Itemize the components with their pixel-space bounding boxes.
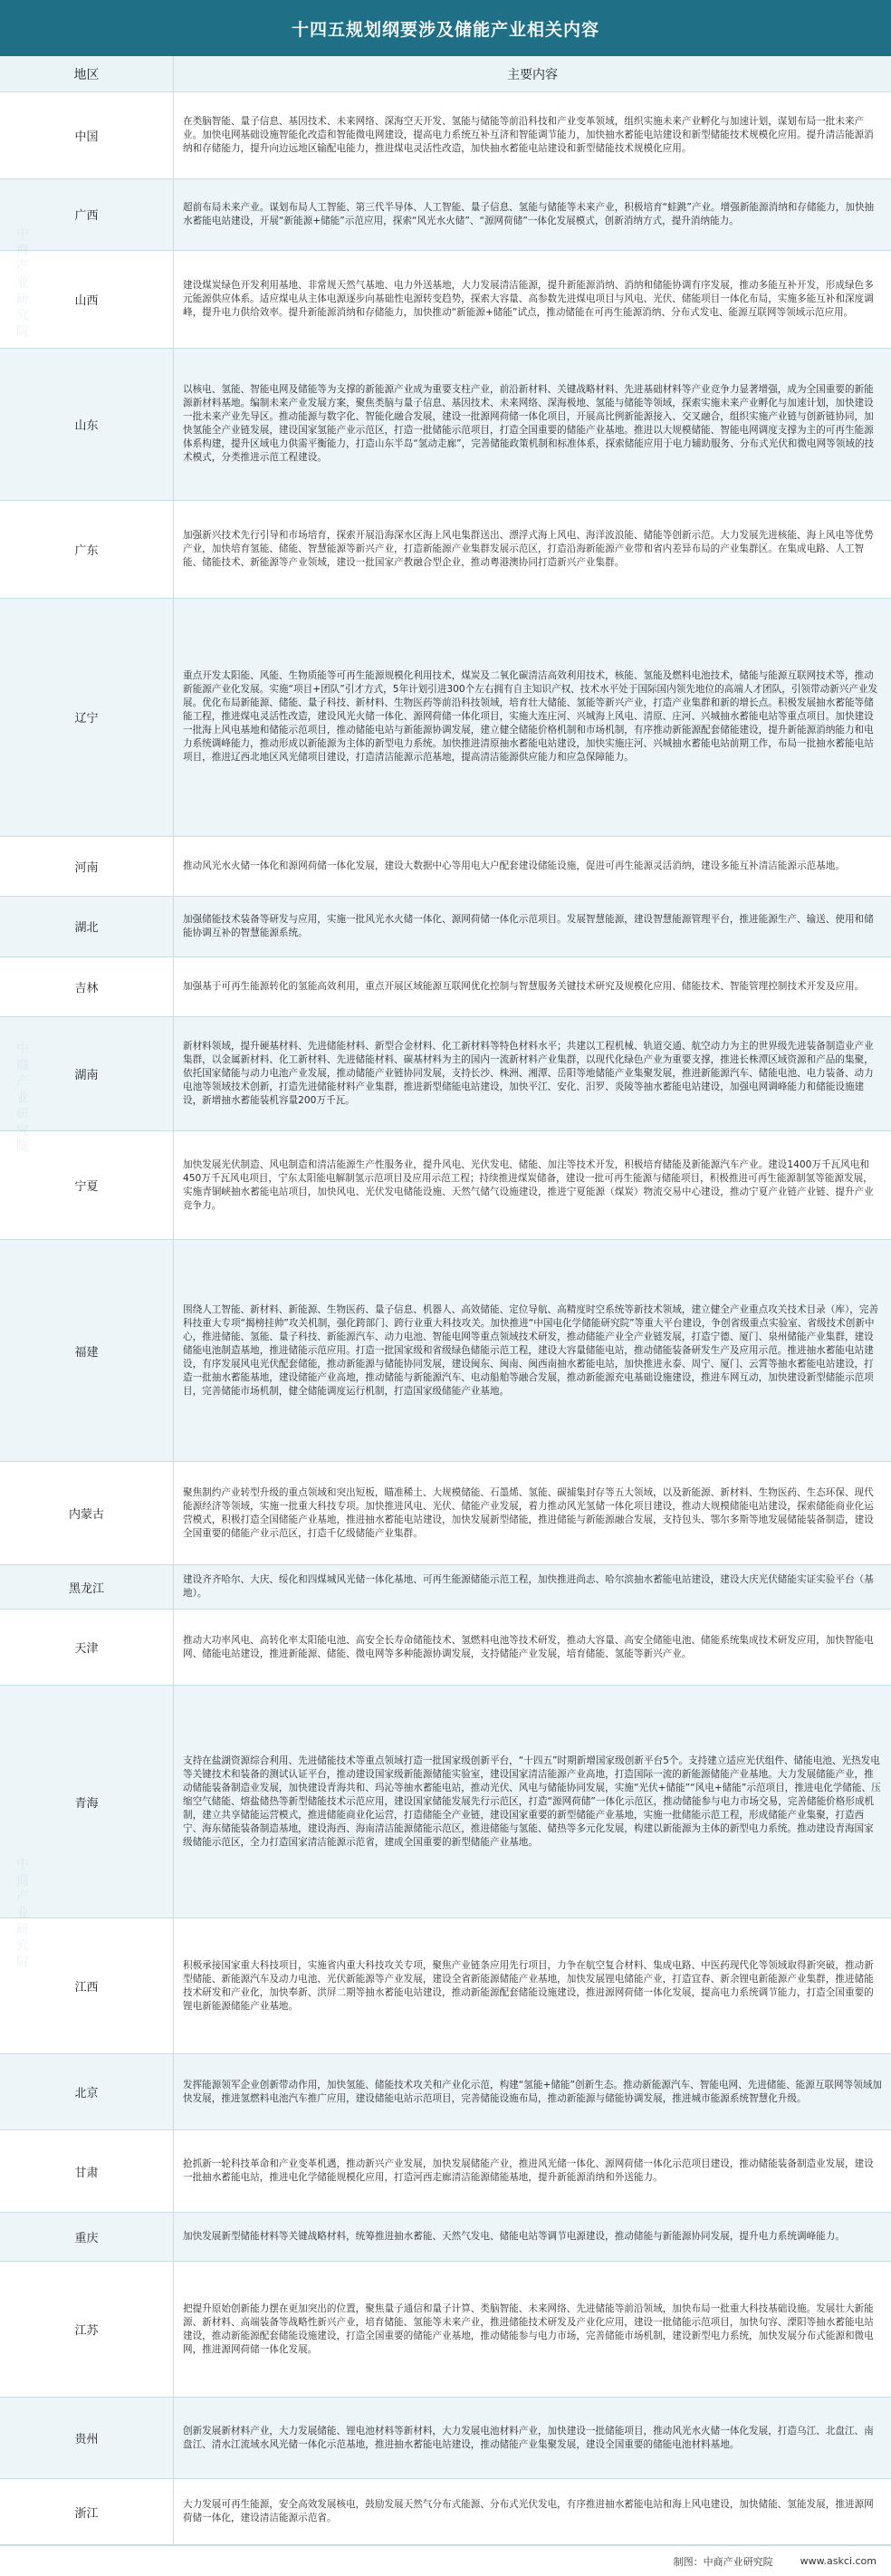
row-content xyxy=(174,1131,891,1239)
row-region: 广东 xyxy=(0,501,174,598)
row-content xyxy=(174,1686,891,1918)
row-region: 重庆 xyxy=(0,2213,174,2262)
row-content-text: 加强新兴技术先行引导和市场培育，探索开展沿海深水区海上风电集群送出、漂浮式海上风电、海洋波浪能、储能等创新示范。大力发展先进核能、海上风电等优势产业，加快培育氢能、储能、智慧能源等新兴产业，打造新能源产业集群发展示范区，打造沿海新能源产业带和省内差异布局的产业集群区。在集成电路、人工智能、储能技术、新能源等产业领域，建设一批国家产教融合型企业，推动粤港澳协同打造新兴产业集群。 xyxy=(183,529,874,568)
table-row xyxy=(0,897,891,956)
table-row xyxy=(0,179,891,250)
row-content xyxy=(174,2054,891,2129)
row-region: 湖北 xyxy=(0,897,174,956)
row-content-text: 以核电、氢能、智能电网及储能等为支撑的新能源产业成为重要支柱产业，前沿新材料、关键战略材料、先进基础材料等产业竞争力显著增强，成为全国重要的新能源新材料基地。编制未来产业发展方案，聚焦类脑与量子信息、基因技术、未来网络、深海极地、氢能与储能等领域，探索实施未来产业孵化与加速计划，加快建设一批未来产业先导区。推动能源与数字化、智能化融合发展，建设一批源网荷储一体化项目，开展高比例新能源接入、交叉融合，组织实施产业链与创新链协同，加快氢能全产业链发展，建设国家氢能产业示范区，打造一批储能示范项目，打造全国重要的储能产业基地。推进以大规模储能、智能电网调度支撑为主的可再生能源体系构建，提升区域电力供需平衡能力，打造山东半岛“氢动走廊”，完善储能政策机制和标准体系，探索储能应用于电力辅助服务、分布式光伏和微电网等领域的技术模式，分类推进示范工程建设。 xyxy=(183,384,875,464)
table-row xyxy=(0,501,891,599)
row-content xyxy=(174,2262,891,2397)
row-region: 黑龙江 xyxy=(0,1565,174,1609)
row-region: 甘肃 xyxy=(0,2130,174,2211)
table-row xyxy=(0,1462,891,1565)
row-region: 江西 xyxy=(0,1918,174,2053)
table-body xyxy=(0,92,891,2545)
row-content-text: 超前布局未来产业。谋划布局人工智能、第三代半导体、人工智能、量子信息、氢能与储能等未来产业，积极培育“蛙跳”产业。增强新能源消纳和存储能力，加快抽水蓄能电站建设，开展“新能源+储能”示范应用，探索“风光水火储”、“源网荷储”一体化发展模式，创新消纳方式，提升消纳能力。 xyxy=(183,201,875,226)
table-row xyxy=(0,837,891,897)
table-row xyxy=(0,2054,891,2130)
table-row xyxy=(0,1131,891,1240)
row-content-text: 抢抓新一轮科技革命和产业变革机遇，推动新兴产业发展，加快发展储能产业，推进风光储一体化、源网荷储一体化示范项目建设，推动储能装备制造业发展，建设一批抽水蓄能电站，推进电化学储能规模化应用，打造河西走廊清洁能源储能基地，提升新能源消纳和外送能力。 xyxy=(183,2158,874,2184)
row-content xyxy=(174,1918,891,2053)
table-row xyxy=(0,1240,891,1462)
row-content xyxy=(174,501,891,598)
table-header-row xyxy=(0,56,891,92)
row-content xyxy=(174,179,891,249)
footer-source: 制图：中商产业研究院 xyxy=(673,2555,773,2568)
row-content xyxy=(174,1610,891,1685)
row-region: 浙江 xyxy=(0,2479,174,2543)
row-content xyxy=(174,349,891,500)
row-content xyxy=(174,599,891,836)
row-region: 湖南 xyxy=(0,1017,174,1130)
header-region: 地区 xyxy=(0,56,174,91)
page-title: 十四五规划纲要涉及储能产业相关内容 xyxy=(0,0,891,56)
row-content xyxy=(174,957,891,1016)
row-content xyxy=(174,2479,891,2543)
row-region: 山东 xyxy=(0,349,174,500)
table-row xyxy=(0,2213,891,2263)
row-content xyxy=(174,2398,891,2478)
row-content xyxy=(174,1240,891,1461)
table-row xyxy=(0,2398,891,2479)
row-content xyxy=(174,2213,891,2262)
row-content-text: 把提升原始创新能力摆在更加突出的位置，聚焦量子通信和量子计算、类脑智能、未来网络、先进储能等前沿领域，加快布局一批重大科技基础设施。发展壮大新能源、新材料、高端装备等战略性新兴产业，培育储能、氢能等未来产业，推进储能技术研发及产业化应用，建设一批储能示范项目，加快句容、溧阳等抽水蓄能电站建设，推动新能源配套储能设施建设，打造全国重要的储能产业基地，推动储能参与电力市场，完善储能市场机制，建设新型电力系统，加快发展分布式能源和微电网，推进源网荷储一体化发展。 xyxy=(183,2302,874,2355)
row-content-text: 建设煤炭绿色开发利用基地、非常规天然气基地、电力外送基地，大力发展清洁能源，提升新能源消纳、消纳和储能协调有序发展，推动多能互补开发，形成绿色多元能源供应体系。适应煤电从主体电源逐步向基础性电源转变趋势，探索大容量、高参数先进煤电项目与风电、光伏、储能项目一体化布局，实施多能互补和深度调峰，提升电力供给效率。提升新能源消纳和存储能力，加快推动“新能源+储能”试点，推动储能在可再生能源消纳、分布式发电、能源互联网等领域示范应用。 xyxy=(183,279,874,318)
row-content-text: 聚焦制约产业转型升级的重点领域和突出短板，瞄准稀土、大规模储能、石墨烯、氢能、碳捕集封存等五大领域，以及新能源、新材料、生物医药、生态环保、现代能源经济等领域，实施一批重大科技专项。加快推进风电、光伏、储能产业发展，着力推动风光氢储一体化项目建设，推动大规模储能电站建设，探索储能商业化运营模式，积极打造全国储能产业基地，推进抽水蓄能电站建设，加快发展新型储能，推进储能与新能源融合发展，支持包头、鄂尔多斯等地发展储能装备制造，建设全国重要的储能产业示范区，打造千亿级储能产业集群。 xyxy=(183,1486,874,1539)
row-content xyxy=(174,1462,891,1564)
row-content-text: 推动风光水火储一体化和源网荷储一体化发展，建设大数据中心等用电大户配套建设储能设施，促进可再生能源灵活消纳，建设多能互补清洁能源示范基地。 xyxy=(183,860,845,871)
footer xyxy=(0,2545,891,2576)
row-content xyxy=(174,1017,891,1130)
row-content xyxy=(174,251,891,348)
table-row xyxy=(0,2130,891,2212)
row-region: 贵州 xyxy=(0,2398,174,2478)
row-content xyxy=(174,92,891,178)
table-row xyxy=(0,2479,891,2544)
row-region: 辽宁 xyxy=(0,599,174,836)
table-row xyxy=(0,1610,891,1686)
row-content-text: 新材料领域，提升硬基材料、先进储能材料、新型合金材料、化工新材料等特色材料水平；共建以工程机械、轨道交通、航空动力为主的世界级先进装备制造业产业集群，以金属新材料、化工新材料、先进储能材料、碳基材料为主的国内一流新材料产业集群，以现代化绿色产业为重要支撑，推进长株潭区域资源和产品的集聚，依托国家储能与动力电池产业发展，推动储能产业链协同发展，支持长沙、株洲、湘潭、岳阳等地储能产业集聚发展，推进新能源汽车、储能电池、电力装备、动力电池等领域技术创新，打造先进储能材料产业集群，推进新型储能电站建设，加快平江、安化、汨罗、炎陵等抽水蓄能电站建设，加强电网调峰能力和储能设施建设，新增抽水蓄能装机容量200万千瓦。 xyxy=(183,1041,874,1107)
row-content-text: 发挥能源领军企业创新带动作用，加快氢能、储能技术攻关和产业化示范，构建“氢能+储能”创新生态。推动新能源汽车、智能电网、先进储能、能源互联网等领域加快发展，推进氢燃料电池汽车推广应用，建设储能电站示范项目，完善储能设施布局，推动新能源与储能协调发展，推进城市能源系统智慧化升级。 xyxy=(183,2079,883,2104)
table-row xyxy=(0,251,891,349)
row-region: 江苏 xyxy=(0,2262,174,2397)
row-content-text: 加快发展新型储能材料等关键战略材料，统筹推进抽水蓄能、天然气发电、储能电站等调节电源建设，推动储能与新能源协同发展，提升电力系统调峰能力。 xyxy=(183,2231,845,2243)
header-content: 主要内容 xyxy=(507,67,558,82)
row-content-text: 推动大功率风电、高转化率太阳能电池、高安全长寿命储能技术、氢燃料电池等技术研发，推动大容量、高安全储能电池、储能系统集成技术研发应用，加快智能电网、储能电站建设，推进新能源、储能、微电网等多种能源协调发展，支持储能产业发展，培育储能、氢能等新兴产业。 xyxy=(183,1634,874,1659)
footer-site: www.askci.com xyxy=(800,2555,877,2567)
row-content-text: 加强基于可再生能源转化的氢能高效利用，重点开展区域能源互联网优化控制与智慧服务关键技术研究及规模化应用、储能技术、智能管理控制技术开发及应用。 xyxy=(183,980,865,992)
row-content xyxy=(174,2130,891,2211)
row-content-text: 加快发展光伏制造、风电制造和清洁能源生产性服务业，提升风电、光伏发电、储能、加注等技术开发，积极培育储能及新能源汽车产业。建设1400万千瓦风电和450万千瓦风电项目，宁东太阳能电解制氢示范项目及应用示范工程；持续推进煤炭储备，建设一批可再生能源与储能项目，积极推进可再生能源制氢等能源发展，实施青铜峡抽水蓄能电站项目，加快风电、光伏发电储能设施、天然气储气设施建设，推进宁夏能源（煤炭）物流交易中心建设，推动宁夏产业链产业链、提升产业竞争力。 xyxy=(183,1158,874,1211)
row-content xyxy=(174,1565,891,1609)
row-region: 广西 xyxy=(0,179,174,249)
table-row xyxy=(0,349,891,501)
row-content xyxy=(174,837,891,896)
row-region: 河南 xyxy=(0,837,174,896)
row-content-text: 积极承接国家重大科技项目，实施省内重大科技攻关专项，聚焦产业链条应用先行项目，力争在航空复合材料、集成电路、中医药现代化等领域取得新突破，推动新型储能、新能源汽车及动力电池、光伏新能源等产业发展，建设全省新能源储能产业基地，加快发展锂电储能产业，打造宜春、新余锂电新能源产业集群，推进储能技术研发和产业化，加快奉新、洪屏二期等抽水蓄能电站建设，推动新能源配套储能设施建设，推进源网荷储一体化发展，提高电力系统调节能力，打造全国重要的锂电新能源储能产业基地。 xyxy=(183,1959,874,2012)
table-row xyxy=(0,1565,891,1610)
row-region: 青海 xyxy=(0,1686,174,1918)
row-region: 内蒙古 xyxy=(0,1462,174,1564)
table-row xyxy=(0,2262,891,2398)
row-content-text: 支持在盐湖资源综合利用、先进储能技术等重点领域打造一批国家级创新平台，“十四五”时期新增国家级创新平台5个。支持建立适应光伏组件、储能电池、光热发电等关键技术和装备的测试认证平台，推动建设国家级新能源储能实验室，建设国家清洁能源产业高地，打造国际一流的新能源储能产业基地。大力发展储能产业，推动储能装备制造业发展，加快建设青海共和、玛沁等抽水蓄能电站，推动光伏、风电与储能协同发展，实施“光伏+储能”“风电+储能”示范项目，推进电化学储能、压缩空气储能、熔盐储热等新型储能技术示范应用，建设国家储能发展先行示范区，打造“源网荷储”一体化示范区，推动储能参与电力市场交易，完善储能价格形成机制，建立共享储能运营模式，推进储能商业化运营，打造储能全产业链，建设国家重要的新型储能产业基地，实施一批储能示范工程，形成储能产业集聚，打造西宁、海东储能装备制造基地，建设海西、海南清洁能源储能示范区，推进储能与氢能、储热等多元化发展，构建以新能源为主体的新型电力系统。推动建设青海国家级储能示范区，全力打造国家清洁能源示范省，建成全国重要的新型储能产业基地。 xyxy=(183,1754,881,1848)
row-region: 山西 xyxy=(0,251,174,348)
row-content-text: 加强储能技术装备等研发与应用，实施一批风光水火储一体化、源网荷储一体化示范项目。发展智慧能源，建设智慧能源管理平台，推进能源生产、输送、使用和储能协调互补的智慧能源系统。 xyxy=(183,913,874,938)
row-content-text: 在类脑智能、量子信息、基因技术、未来网络、深海空天开发、氢能与储能等前沿科技和产业变革领域，组织实施未来产业孵化与加速计划，谋划布局一批未来产业。加快电网基础设施智能化改造和智能微电网建设，提高电力系统互补互济和智能调节能力，加快抽水蓄能电站建设和新型储能技术规模化应用。提升清洁能源消纳和存储能力，提升向边远地区输配电能力，推进煤电灵活性改造，加快抽水蓄能电站建设和新型储能技术规模化应用。 xyxy=(183,116,874,155)
table-row xyxy=(0,1918,891,2054)
row-region: 吉林 xyxy=(0,957,174,1016)
row-content-text: 创新发展新材料产业，大力发展储能、锂电池材料等新材料，大力发展电池材料产业，加快建设一批储能项目，推动风光水火储一体化发展，打造乌江、北盘江、南盘江、清水江流域水风光储一体化示范基地，推进抽水蓄能电站建设，推动储能产业集聚发展，建设全国重要的储能电池材料基地。 xyxy=(183,2425,874,2450)
row-region: 宁夏 xyxy=(0,1131,174,1239)
row-region: 北京 xyxy=(0,2054,174,2129)
row-content-text: 大力发展可再生能源，安全高效发展核电，鼓励发展天然气分布式能源、分布式光伏发电，有序推进抽水蓄能电站和海上风电建设，加快储能、氢能发展，推进源网荷储一体化，建设清洁能源示范省。 xyxy=(183,2499,874,2524)
table-row xyxy=(0,92,891,179)
row-region: 福建 xyxy=(0,1240,174,1461)
table-row xyxy=(0,1686,891,1918)
row-content-text: 建设齐齐哈尔、大庆、绥化和四煤城风光储一体化基地、可再生能源储能示范工程，加快推进尚志、哈尔滨抽水蓄能电站建设，建设大庆光伏储能实证实验平台（基地）。 xyxy=(183,1574,874,1600)
table-row xyxy=(0,599,891,837)
row-content-text: 围绕人工智能、新材料、新能源、生物医药、量子信息、机器人、高效储能、定位导航、高精度时空系统等新技术领域，建立健全产业重点攻关技术目录（库），完善科技重大专项“揭榜挂帅”攻关机制，强化跨部门、跨行业重大科技攻关。加快推进“中国电化学储能研究院”等重大平台建设，争创省级重点实验室、省级技术创新中心，推进储能、氢能、量子科技、新能源汽车、动力电池、智能电网等重点领域技术研发，推动储能产业全产业链发展，打造宁德、厦门、泉州储能产业集群，建设储能电池制造基地，推进储能示范应用。打造一批国家级和省级绿色储能示范工程，建设大容量储能电站，推动储能装备研发生产及应用示范。推进抽水蓄能电站建设，有序发展风电光伏配套储能，推动新能源与储能协同发展，建设闽东、闽南、闽西南抽水蓄能电站，加快推进永泰、周宁、厦门、云霄等抽水蓄能电站建设，打造一批抽水蓄能基地，建设储能产业高地，推动储能与新能源汽车、电动船舶等融合发展，推动新能源充电基础设施建设，推进车网互动，加快建设新型储能示范项目，完善储能市场机制，健全储能调度运行机制，打造国家级储能产业基地。 xyxy=(183,1303,879,1397)
table-row xyxy=(0,957,891,1017)
row-content-text: 重点开发太阳能、风能、生物质能等可再生能源规模化利用技术，煤炭及二氧化碳清洁高效利用技术，核能、氢能及燃料电池技术，储能与能源互联网技术等，推动新能源产业化发展。实施“项目+团队”引才方式，5年计划引进300个左右拥有自主知识产权、技术水平处于国际国内领先地位的高端人才团队，引领带动新兴产业发展。优化布局新能源、储能、量子科技、新材料、生物医药等前沿科技领域，培育壮大储能、氢能等新兴产业，打造产业集群和新的增长点。积极发展抽水蓄能等储能工程，推进煤电灵活性改造，建设风光火储一体化、源网荷储一体化项目，实施大连庄河、兴城海上风电、清原、庄河、兴城抽水蓄能电站等重点项目。加快建设一批海上风电基地和储能示范项目，推动储能电站与新能源协调发展，建立健全储能价格机制和市场机制，有序推动新能源配套储能建设，提升新能源消纳能力和电力系统调峰能力，推动形成以新能源为主体的新型电力系统。加快推进清原抽水蓄能电站建设，加快实施庄河、兴城抽水蓄能电站前期工作，布局一批抽水蓄能电站项目，推进辽西北地区风光储项目建设，打造清洁能源示范基地，提高清洁能源供应能力和应急保障能力。 xyxy=(183,670,878,764)
row-content xyxy=(174,897,891,956)
row-region: 天津 xyxy=(0,1610,174,1685)
table-row xyxy=(0,1017,891,1131)
row-region: 中国 xyxy=(0,92,174,178)
